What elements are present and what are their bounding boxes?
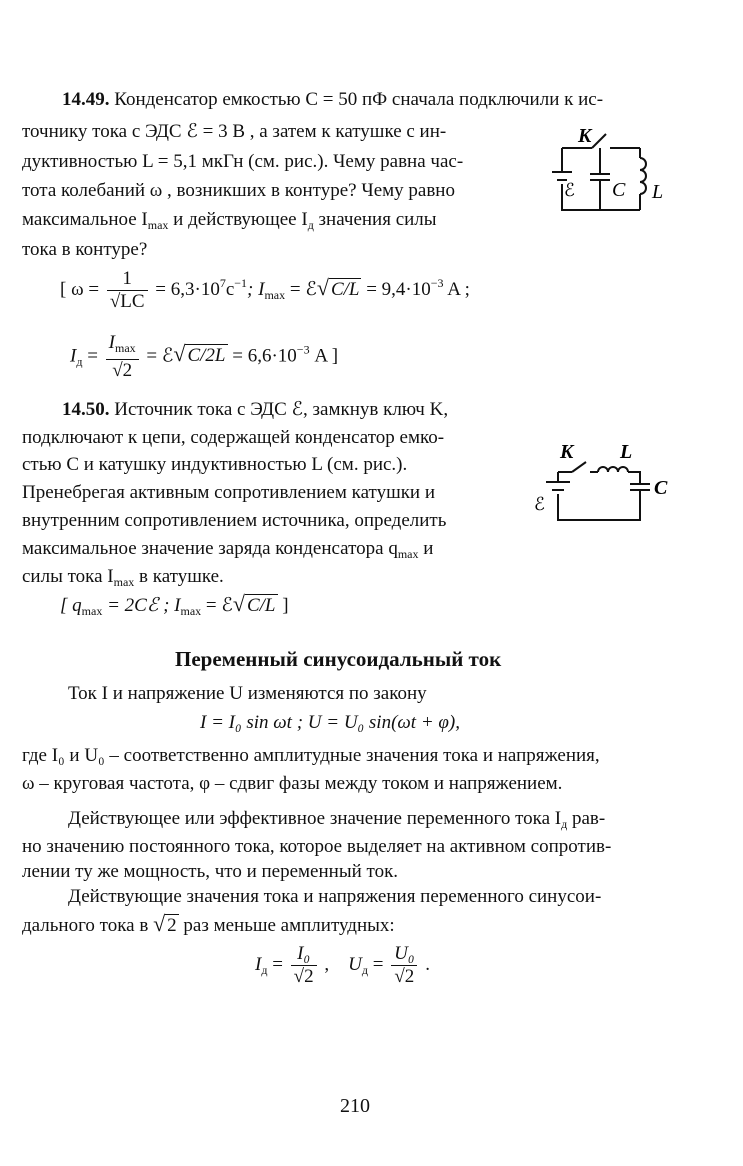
section-heading: Переменный синусоидальный ток bbox=[175, 647, 502, 671]
problem-14-50-line-4: Пренебрегая активным сопротивлением катушки и bbox=[22, 482, 436, 503]
emf-label: ℰ bbox=[534, 494, 545, 514]
where-line-1: где I₀ и U₀ – соответственно амплитудные значения тока и напряжения, bbox=[22, 745, 600, 766]
circuit-diagram-14-49 bbox=[540, 118, 680, 228]
circuit-diagram-14-50 bbox=[530, 434, 680, 534]
capacitor-label: C bbox=[612, 179, 626, 201]
capacitor-label: C bbox=[654, 477, 668, 499]
problem-14-50-line-3: стью C и катушку индуктивностью L (см. рис.). bbox=[22, 454, 408, 475]
problem-14-49-line-1: 14.49. Конденсатор емкостью C = 50 пФ сначала подключили к ис- bbox=[62, 89, 604, 110]
answer-14-50: [ $q_{max}$ = 2Cℰ ; $I_{max}$ = ℰ√ C/L ] bbox=[60, 591, 289, 618]
problem-14-50-line-7: силы тока $I_{max}$ в катушке. bbox=[22, 566, 224, 589]
problem-14-50-line-2: подключают к цепи, содержащей конденсатор емко- bbox=[22, 427, 445, 448]
rms-para-line-1: Действующие значения тока и напряжения переменного синусои- bbox=[68, 886, 602, 907]
problem-14-50-line-5: внутренним сопротивлением источника, определить bbox=[22, 510, 447, 531]
problem-14-49-line-3: дуктивностью L = 5,1 мкГн (см. рис.). Чему равна час- bbox=[22, 151, 464, 172]
problem-14-49-line-6: тока в контуре? bbox=[22, 239, 148, 260]
inductor-label: L bbox=[620, 441, 633, 463]
effective-value-para-line-1: Действующее или эффективное значение переменного тока $I_д$ рав- bbox=[68, 808, 606, 831]
sinusoidal-law: I = I₀ sin ωt ; U = U₀ sin(ωt + φ), bbox=[200, 712, 460, 733]
problem-14-49-line-5: максимальное $I_{max}$ и действующее $I_д$ значения силы bbox=[22, 209, 437, 232]
emf-label: ℰ bbox=[564, 180, 575, 200]
answer-14-49-omega: [ ω = $\frac{1}{√LC}$ = $6,3\cdot 10^7с^{-1}$; $I_{max}$ = ℰ√ $C/L = 9,4\cdot 10^{-3}$ A ; bbox=[60, 268, 470, 312]
effective-value-para-line-3: лении ту же мощность, что и переменный ток. bbox=[22, 861, 399, 882]
problem-number: 14.50. bbox=[62, 399, 110, 420]
problem-14-50-line-6: максимальное значение заряда конденсатора $q_{max}$ и bbox=[22, 538, 434, 561]
rms-formulas: $I_д$ = $\frac{\text{I₀}}{√2}$ , $U_д$ = $\frac{\text{U₀}}{√2}$ . bbox=[255, 943, 430, 987]
key-label: K bbox=[578, 125, 592, 147]
answer-14-49-current: $I_д$ = $\frac{I_{max}}{√2}$ = ℰ√ $C/2L = 6,6\cdot 10^{-3}$ A ] bbox=[70, 332, 339, 381]
effective-value-para-line-2: но значению постоянного тока, которое выделяет на активном сопротив- bbox=[22, 836, 612, 857]
key-label: K bbox=[560, 441, 574, 463]
inductor-label: L bbox=[652, 181, 664, 203]
problem-14-49-line-4: тота колебаний ω , возникших в контуре? Чему равно bbox=[22, 180, 455, 201]
page-number: 210 bbox=[340, 1095, 370, 1117]
section-intro: Ток I и напряжение U изменяются по закону bbox=[68, 683, 427, 704]
problem-14-49-line-2: точнику тока с ЭДС ℰ = 3 В , а затем к катушке с ин- bbox=[22, 121, 447, 142]
rms-para-line-2: дального тока в √ 2 раз меньше амплитудных: bbox=[22, 911, 395, 936]
where-line-2: ω – круговая частота, φ – сдвиг фазы между током и напряжением. bbox=[22, 773, 563, 794]
problem-14-50-line-1: 14.50. Источник тока с ЭДС ℰ, замкнув ключ K, bbox=[62, 399, 449, 420]
problem-number: 14.49. bbox=[62, 89, 110, 110]
